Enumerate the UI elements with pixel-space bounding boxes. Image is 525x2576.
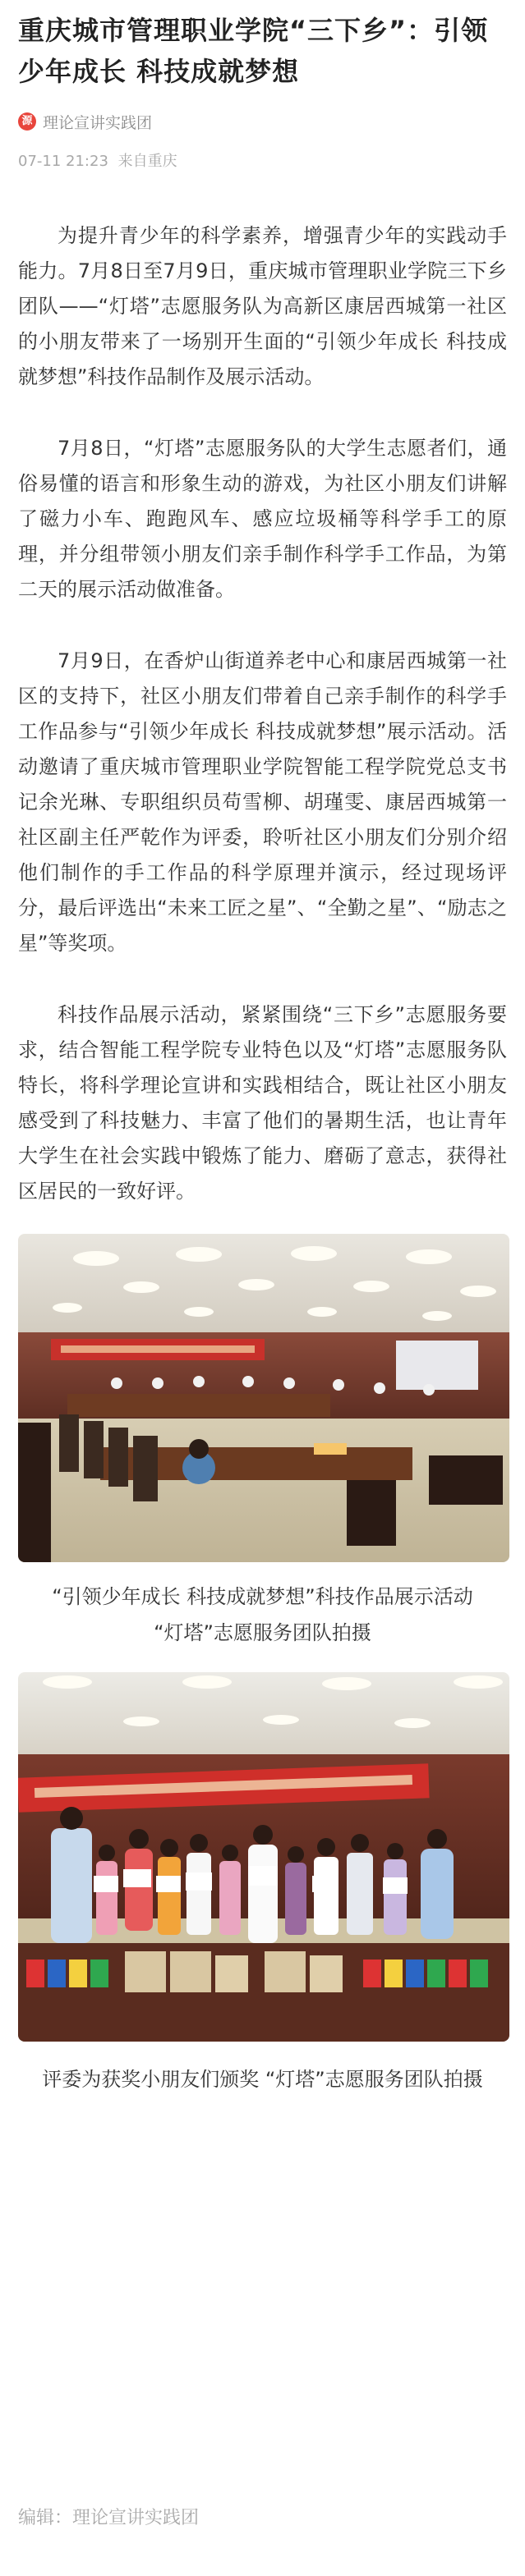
exhibition-photo-image [18,1234,509,1562]
source-logo-icon: 源 [18,112,36,131]
publish-location: 来自重庆 [117,153,177,170]
article-body [18,218,507,1209]
paragraph-4: 科技作品展示活动，紧紧围绕“三下乡”志愿服务要求，结合智能工程学院专业特色以及“灯塔”志愿服务队特长，将科学理论宣讲和实践相结合，既让社区小朋友感受到了科技魅力、丰富了他们的暑期生活，也让青年大学生在社会实践中锻炼了能力、磨砺了意志，获得社区居民的一致好评。 [18,1003,507,1203]
author-row[interactable] [18,112,507,131]
paragraph-1: 为提升青少年的科学素养，增强青少年的实践动手能力。7月8日至7月9日，重庆城市管理职业学院三下乡团队——“灯塔”志愿服务队为高新区康居西城第一社区的小朋友带来了一场别开生面的“引领少年成长 科技成就梦想”科技作品制作及展示活动。 [18,224,507,388]
editor-credit: 编辑：理论宣讲实践团 [18,2508,200,2528]
publish-date: 07-11 21:23 [18,153,108,170]
publish-meta [18,149,507,169]
paragraph-3: 7月9日，在香炉山街道养老中心和康居西城第一社区的支持下，社区小朋友们带着自己亲手制作的科学手工作品参与“引领少年成长 科技成就梦想”展示活动。活动邀请了重庆城市管理职业学院智能工程学院党总支书记余光琳、专职组织员苟雪柳、胡瑾雯、康居西城第一社区副主任严乾作为评委，聆听社区小朋友们分别介绍他们制作的手工作品的科学原理并演示，经过现场评分，最后评选出“未来工匠之星”、“全勤之星”、“励志之星”等奖项。 [18,649,507,955]
article-title: 重庆城市管理职业学院“三下乡”：引领少年成长 科技成就梦想 [18,15,489,87]
award-photo-image [18,1672,509,2042]
photo-caption-1: “引领少年成长 科技成就梦想”科技作品展示活动 “灯塔”志愿服务团队拍摄 [52,1585,473,1644]
photo-caption-2: 评委为获奖小朋友们颁奖 “灯塔”志愿服务团队拍摄 [42,2068,483,2091]
paragraph-2: 7月8日，“灯塔”志愿服务队的大学生志愿者们，通俗易懂的语言和形象生动的游戏，为社区小朋友们讲解了磁力小车、跑跑风车、感应垃圾桶等科学手工的原理，并分组带领小朋友们亲手制作科学手工作品，为第二天的展示活动做准备。 [18,437,507,601]
photo-exhibition[interactable] [18,1234,509,1562]
author-name[interactable]: 理论宣讲实践团 [43,113,153,132]
photo-award[interactable] [18,1672,509,2042]
